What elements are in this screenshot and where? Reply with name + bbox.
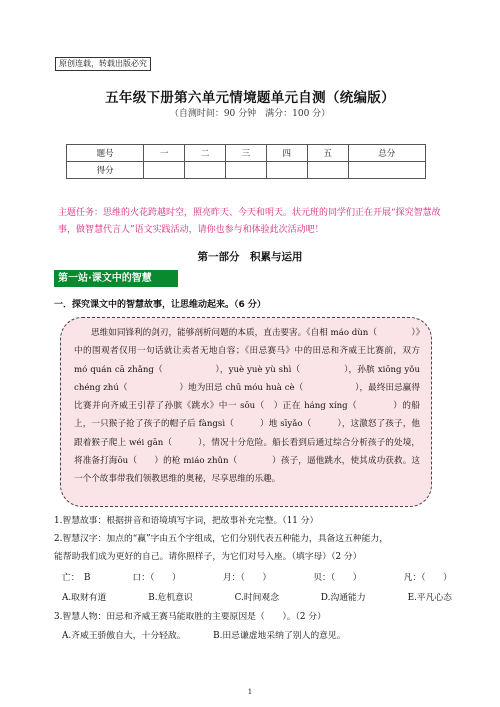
theme-task-text: 主题任务：思维的火花跨越时空，照亮昨天、今天和明天。状元班的同学们正在开展“探究智慧故事，做智慧代言人”语文实践活动，请你也参与和体验此次活动吧！: [58, 208, 441, 235]
score-input-cell[interactable]: [185, 162, 226, 179]
score-table-cell: 四: [266, 145, 307, 162]
subquestion-3-options: [62, 628, 452, 646]
option-item: D.沟通能力: [320, 593, 366, 603]
story-paragraph: 思维如同锋利的剑刃，能够剖析问题的本质，直击要害。《自相 máo dùn（ ）》中的围观者仅用一句话就让卖者无地自容；《田忌赛马》中的田忌和齐威王比赛前，双方 mó quán cā zhǎng（ ），yuè yuè yù shì（ ），孙膑 xiōng yǒu chéng zhú（ ）地为田忌 chū móu huà cè（ ），最终田忌赢得比赛并向齐威王引荐了孙膑《跳水》中一 sōu（ ）正在 háng xíng（ ）的船上，一只猴子抢了孩子的帽子后 fàngsì（ ）地 sīyǎo（ ），这激怒了孩子，他跟着猴子爬上 wéi gān（ ），情况十分危险。船长看到后通过综合分析孩子的处境，将准备打海ōu（ ）的枪 miáo zhǔn（ ）孩子，逼他跳水，使其成功获救。这一个个故事带我们领教思维的奥秘，尽享思维的乐趣。: [74, 328, 420, 485]
page-title: 五年级下册第六单元情境题单元自测（统编版）: [105, 90, 395, 106]
score-input-cell[interactable]: [307, 162, 348, 179]
page-subtitle: （自测时间：90 分钟 满分：100 分）: [169, 109, 331, 119]
question-1-heading: 一．探究课文中的智慧故事，让思维动起来。（6 分）: [54, 300, 266, 310]
subquestion-3: 3.智慧人物：田忌和齐威王赛马能取胜的主要原因是（ ）。（2 分）: [54, 612, 326, 622]
part-title: 第一部分 积累与运用: [197, 251, 303, 263]
character-item[interactable]: 口：（ ）: [132, 573, 181, 583]
score-table-cell: 五: [307, 145, 348, 162]
option-row: [62, 590, 452, 608]
character-item: 亡： B: [62, 573, 91, 583]
option-item: C.时间观念: [234, 593, 280, 603]
option-item: B.危机意识: [148, 593, 193, 603]
page-number: 1: [247, 688, 253, 696]
character-item[interactable]: 贝：（ ）: [313, 573, 362, 583]
choice-b[interactable]: B.田忌谦虚地采纳了别人的意见。: [213, 631, 346, 641]
score-table-cell: 三: [226, 145, 267, 162]
score-table-header-row: [67, 145, 426, 162]
watermark-stamp: 原创连载，转载出版必究: [55, 57, 151, 71]
station-banner: 第一站·课文中的智慧: [54, 270, 178, 287]
score-input-cell[interactable]: [266, 162, 307, 179]
score-input-cell[interactable]: [348, 162, 425, 179]
character-item[interactable]: 月：（ ）: [222, 573, 272, 583]
score-table-cell: 二: [185, 145, 226, 162]
score-table-cell: 得分: [67, 162, 144, 179]
character-item[interactable]: 凡：（ ）: [403, 573, 452, 583]
score-table-cell: 总分: [348, 145, 425, 162]
score-table-score-row: [67, 162, 426, 179]
score-table-cell: 题号: [67, 145, 144, 162]
option-item: E.平凡心态: [407, 593, 452, 603]
option-item: A.取财有道: [62, 593, 107, 603]
score-table: [66, 144, 426, 179]
choice-a[interactable]: A.齐威王骄傲自大，十分轻敌。: [62, 631, 186, 641]
score-table-cell: 一: [144, 145, 185, 162]
score-input-cell[interactable]: [226, 162, 267, 179]
story-box-text: [74, 324, 420, 489]
score-input-cell[interactable]: [144, 162, 185, 179]
subquestion-1: 1.智慧故事：根据拼音和语境填写字词，把故事补充完整。（11 分）: [54, 516, 319, 526]
character-match-row: [62, 570, 452, 588]
subquestion-2-line-2: 能帮助我们成为更好的自己。请你照样子，为它们对号入座。（填字母）（2 分）: [54, 552, 362, 562]
subquestion-2-line-1: 2.智慧汉字：加点的“赢”字由五个字组成，它们分别代表五种能力，具备这五种能力，: [54, 534, 389, 544]
